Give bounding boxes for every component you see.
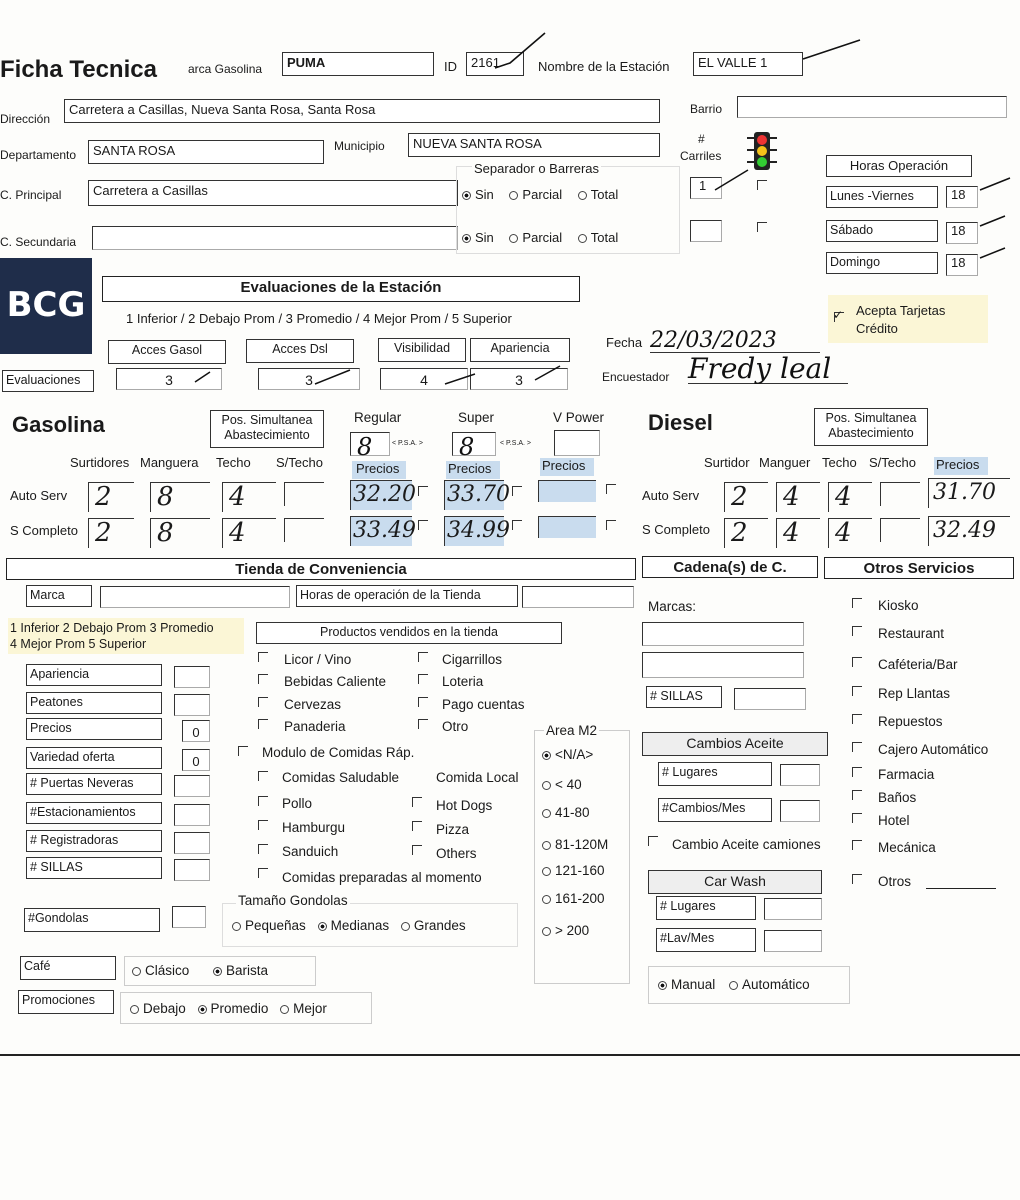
marca-label: arca Gasolina xyxy=(188,62,263,76)
departamento-field[interactable]: SANTA ROSA xyxy=(88,140,324,164)
regular-label: Regular xyxy=(354,410,402,425)
municipio-field[interactable]: NUEVA SANTA ROSA xyxy=(408,133,660,157)
diesel-manguer-col: Manguer xyxy=(759,455,811,470)
c-secundaria-field[interactable] xyxy=(92,226,458,250)
food-label: Sanduich xyxy=(282,844,339,859)
gas-auto-super-price[interactable]: 33.70 xyxy=(444,480,504,510)
station-name-label: Nombre de la Estación xyxy=(538,59,670,74)
credit-card-label-line2: Crédito xyxy=(856,321,898,336)
diesel-auto-surtidor-field[interactable]: 2 xyxy=(724,482,768,512)
id-field[interactable]: 2161 xyxy=(466,52,524,76)
id-label: ID xyxy=(444,59,457,74)
hours-title: Horas Operación xyxy=(826,155,972,177)
otros-checkbox[interactable] xyxy=(852,767,862,777)
marcas-label: Marcas: xyxy=(648,599,697,614)
product-checkbox[interactable] xyxy=(418,652,428,662)
rating-field[interactable] xyxy=(174,859,210,881)
diesel-surtidor-col: Surtidor xyxy=(704,455,750,470)
saturday-label: Sábado xyxy=(826,220,938,242)
rating-field[interactable] xyxy=(174,666,210,688)
tienda-scale-line2: 4 Mejor Prom 5 Superior xyxy=(10,637,147,651)
direccion-field[interactable]: Carretera a Casillas, Nueva Santa Rosa, Santa Rosa xyxy=(64,99,660,123)
rating-label: Variedad oferta xyxy=(26,747,162,769)
radio-mejor[interactable] xyxy=(280,1005,289,1014)
area-option xyxy=(542,806,590,820)
rating-label: Precios xyxy=(26,718,162,740)
product-checkbox[interactable] xyxy=(258,652,268,662)
radio-promedio[interactable] xyxy=(198,1005,207,1014)
lav-mes-label: #Lav/Mes xyxy=(656,928,756,952)
product-label: Cervezas xyxy=(284,697,342,712)
food-checkbox[interactable] xyxy=(258,844,268,854)
eval-apariencia-field[interactable]: 3 xyxy=(470,368,568,390)
checkmark-icon xyxy=(712,165,752,195)
c-secundaria-label: C. Secundaria xyxy=(0,235,77,249)
diesel-comp-surtidor-field[interactable]: 2 xyxy=(724,518,768,548)
checkbox[interactable] xyxy=(418,486,428,496)
rating-label: # SILLAS xyxy=(26,857,162,879)
otros-label: Restaurant xyxy=(878,626,945,641)
carriles-label: Carriles xyxy=(680,149,722,163)
gas-comp-super-price[interactable]: 34.99 xyxy=(444,516,504,546)
diesel-auto-techo-field[interactable]: 4 xyxy=(828,482,872,512)
gas-auto-surtidores-field[interactable]: 2 xyxy=(88,482,134,512)
gas-auto-regular-price[interactable]: 32.20 xyxy=(350,480,412,510)
product-checkbox[interactable] xyxy=(418,719,428,729)
radio-debajo[interactable] xyxy=(130,1005,139,1014)
checkbox[interactable] xyxy=(757,180,767,190)
weekday-hours-field[interactable]: 18 xyxy=(946,186,978,208)
otros-checkbox[interactable] xyxy=(852,840,862,850)
fecha-field[interactable]: 22/03/2023 xyxy=(650,330,820,353)
cafe-options: Clásico Barista xyxy=(132,964,268,978)
area-option-label: > 200 xyxy=(555,923,590,938)
otros-checkbox[interactable] xyxy=(852,626,862,636)
gas-comp-vpower-price[interactable] xyxy=(538,516,596,538)
radio-grandes[interactable] xyxy=(401,922,410,931)
carwash-mode-options: Manual Automático xyxy=(658,978,810,992)
checkbox[interactable] xyxy=(606,520,616,530)
departamento-label: Departamento xyxy=(0,148,77,162)
precios-vpower-header: Precios xyxy=(540,458,594,476)
food-checkbox[interactable] xyxy=(412,845,422,855)
rating-label: Peatones xyxy=(26,692,162,714)
product-label: Cigarrillos xyxy=(442,652,503,667)
techo-col: Techo xyxy=(216,455,251,470)
tienda-horas-label: Horas de operación de la Tienda xyxy=(296,585,518,607)
eval-title: Evaluaciones de la Estación xyxy=(102,276,580,302)
otros-label: Otros xyxy=(878,874,912,889)
food-label: Pollo xyxy=(282,796,313,811)
eval-acces-dsl-field[interactable]: 3 xyxy=(258,368,360,390)
gas-comp-stecho-field[interactable] xyxy=(284,518,324,542)
cambios-mes-label: #Cambios/Mes xyxy=(658,798,772,822)
gas-auto-vpower-price[interactable] xyxy=(538,480,596,502)
area-option xyxy=(542,778,582,792)
cambios-lugares-field[interactable] xyxy=(780,764,820,786)
cambios-mes-field[interactable] xyxy=(780,800,820,822)
checkbox[interactable] xyxy=(606,484,616,494)
area-radio[interactable] xyxy=(542,927,551,936)
barrio-field[interactable] xyxy=(737,96,1007,118)
area-option xyxy=(542,838,608,852)
area-option-label: 81-120M xyxy=(555,837,609,852)
tienda-scale-line1: 1 Inferior 2 Debajo Prom 3 Promedio xyxy=(10,621,214,635)
otros-label: Repuestos xyxy=(878,714,943,729)
diesel-comp-stecho-field[interactable] xyxy=(880,518,920,542)
comidas-saludable-label: Comidas Saludable xyxy=(282,770,400,785)
gondolas-label: #Gondolas xyxy=(24,908,160,932)
otros-label: Farmacia xyxy=(878,767,935,782)
gas-comp-regular-price[interactable]: 33.49 xyxy=(350,516,412,546)
radio-pequenas[interactable] xyxy=(232,922,241,931)
super-label: Super xyxy=(458,410,495,425)
modulo-checkbox[interactable] xyxy=(238,746,248,756)
otros-checkbox[interactable] xyxy=(852,657,862,667)
super-psa-field[interactable]: 8 xyxy=(452,432,496,456)
radio-sin[interactable] xyxy=(462,191,471,200)
radio-total[interactable] xyxy=(578,234,587,243)
carwash-title: Car Wash xyxy=(648,870,822,894)
eval-acces-gasol-field[interactable]: 3 xyxy=(116,368,222,390)
precios-regular-header: Precios xyxy=(352,461,406,479)
stecho-col: S/Techo xyxy=(276,455,323,470)
area-option-label: < 40 xyxy=(555,777,582,792)
tienda-title: Tienda de Conveniencia xyxy=(6,558,636,580)
rating-label: #Estacionamientos xyxy=(26,802,162,824)
camiones-checkbox[interactable] xyxy=(648,836,658,846)
product-checkbox[interactable] xyxy=(258,719,268,729)
area-radio[interactable] xyxy=(542,781,551,790)
promociones-options: Debajo Promedio Mejor xyxy=(130,1002,327,1016)
product-checkbox[interactable] xyxy=(258,674,268,684)
gas-comp-manguera-field[interactable]: 8 xyxy=(150,518,210,548)
gas-auto-manguera-field[interactable]: 8 xyxy=(150,482,210,512)
tienda-marca-label: Marca xyxy=(26,585,92,607)
area-option-label: <N/A> xyxy=(555,747,594,762)
area-option-label: 41-80 xyxy=(555,805,590,820)
encuestador-field[interactable]: Fredy leal xyxy=(688,355,848,384)
marcas-field-1[interactable] xyxy=(642,622,804,646)
radio-parcial[interactable] xyxy=(509,191,518,200)
rating-label: Apariencia xyxy=(26,664,162,686)
checkbox[interactable] xyxy=(757,222,767,232)
saturday-hours-field[interactable]: 18 xyxy=(946,222,978,244)
food-checkbox[interactable] xyxy=(412,821,422,831)
bcg-logo-text: BCG xyxy=(6,285,86,325)
marca-field[interactable]: PUMA xyxy=(282,52,434,76)
surtidores-col: Surtidores xyxy=(70,455,130,470)
diesel-s-completo-label: S Completo xyxy=(642,522,710,537)
area-option-label: 121-160 xyxy=(555,863,605,878)
cambios-aceite-title: Cambios Aceite xyxy=(642,732,828,756)
product-label: Licor / Vino xyxy=(284,652,352,667)
gas-pos-sim-label: Pos. Simultanea Abastecimiento xyxy=(210,410,324,448)
otros-label: Cajero Automático xyxy=(878,742,989,757)
comidas-preparadas-label: Comidas preparadas al momento xyxy=(282,870,482,885)
psa-tag: < P.S.A. > xyxy=(500,440,532,447)
rating-label: # Puertas Neveras xyxy=(26,773,162,795)
diesel-auto-manguer-field[interactable]: 4 xyxy=(776,482,820,512)
gas-comp-techo-field[interactable]: 4 xyxy=(222,518,276,548)
checked-icon: ✓ xyxy=(833,308,844,322)
gondolas-field[interactable] xyxy=(172,906,206,928)
cambios-lugares-label: # Lugares xyxy=(658,762,772,786)
sunday-hours-field[interactable]: 18 xyxy=(946,254,978,276)
otros-checkbox[interactable] xyxy=(852,742,862,752)
checkbox[interactable] xyxy=(258,868,268,878)
rating-field[interactable]: 0 xyxy=(182,720,210,742)
cadena-title: Cadena(s) de C. xyxy=(642,556,818,578)
carriles-hash: # xyxy=(698,132,705,146)
radio-barista[interactable] xyxy=(213,967,222,976)
diesel-pos-sim-label: Pos. Simultanea Abastecimiento xyxy=(814,408,928,446)
diesel-comp-manguer-field[interactable]: 4 xyxy=(776,518,820,548)
area-option-label: 161-200 xyxy=(555,891,605,906)
diesel-techo-col: Techo xyxy=(822,455,857,470)
checkmark-icon xyxy=(800,34,870,64)
direccion-label: Dirección xyxy=(0,112,51,126)
food-label: Hot Dogs xyxy=(436,798,493,813)
gas-auto-serv-label: Auto Serv xyxy=(10,488,68,503)
barrio-label: Barrio xyxy=(690,102,723,116)
regular-psa-field[interactable]: 8 xyxy=(350,432,390,456)
c-principal-field[interactable]: Carretera a Casillas xyxy=(88,180,458,206)
radio-sin[interactable] xyxy=(462,234,471,243)
manguera-col: Manguera xyxy=(140,455,199,470)
area-radio[interactable] xyxy=(542,841,551,850)
tienda-horas-field[interactable] xyxy=(522,586,634,608)
carwash-lugares-label: # Lugares xyxy=(656,896,756,920)
rating-field[interactable]: 0 xyxy=(182,749,210,771)
rating-label: # Registradoras xyxy=(26,830,162,852)
checkbox[interactable] xyxy=(512,486,522,496)
vpower-psa-field[interactable] xyxy=(554,430,600,456)
diesel-stecho-col: S/Techo xyxy=(869,455,916,470)
marcas-field-2[interactable] xyxy=(642,652,804,678)
acces-gasol-label: Acces Gasol xyxy=(108,340,226,364)
food-label: Pizza xyxy=(436,822,470,837)
radio-total[interactable] xyxy=(578,191,587,200)
eval-visibilidad-field[interactable]: 4 xyxy=(380,368,468,390)
product-checkbox[interactable] xyxy=(418,674,428,684)
gas-comp-surtidores-field[interactable]: 2 xyxy=(88,518,134,548)
area-option xyxy=(542,864,605,878)
c-principal-label: C. Principal xyxy=(0,188,62,202)
checkbox[interactable] xyxy=(512,520,522,530)
otros-line[interactable] xyxy=(926,888,996,889)
separador-label: Separador o Barreras xyxy=(474,161,600,176)
credit-card-label-line1: Acepta Tarjetas xyxy=(856,303,946,318)
carriles-principal-field[interactable]: 1 xyxy=(690,177,722,199)
radio-automatico[interactable] xyxy=(729,981,738,990)
radio-clasico[interactable] xyxy=(132,967,141,976)
diesel-comp-price[interactable]: 32.49 xyxy=(928,516,1010,546)
modulo-label: Modulo de Comidas Ráp. xyxy=(262,745,415,760)
comida-local-label: Comida Local xyxy=(436,770,519,785)
otros-checkbox[interactable] xyxy=(852,686,862,696)
cafe-label: Café xyxy=(20,956,116,980)
product-label: Bebidas Caliente xyxy=(284,674,387,689)
rating-field[interactable] xyxy=(174,694,210,716)
encuestador-label: Encuestador xyxy=(602,370,670,384)
area-label: Area M2 xyxy=(546,723,598,738)
area-radio[interactable] xyxy=(542,867,551,876)
checkmark-icon xyxy=(975,170,1020,270)
checkmark-icon xyxy=(190,360,570,390)
psa-tag: < P.S.A. > xyxy=(392,440,424,447)
otros-checkbox[interactable] xyxy=(852,790,862,800)
vpower-label: V Power xyxy=(553,410,605,425)
food-checkbox[interactable] xyxy=(258,796,268,806)
gas-auto-techo-field[interactable]: 4 xyxy=(222,482,276,512)
product-label: Loteria xyxy=(442,674,484,689)
checkbox[interactable] xyxy=(418,520,428,530)
checkmark-icon xyxy=(490,28,550,78)
area-option xyxy=(542,748,593,762)
precios-super-header: Precios xyxy=(446,461,500,479)
municipio-label: Municipio xyxy=(334,139,385,153)
acces-dsl-label: Acces Dsl xyxy=(246,339,354,363)
station-name-field[interactable]: EL VALLE 1 xyxy=(693,52,803,76)
otros-label: Hotel xyxy=(878,813,910,828)
diesel-auto-stecho-field[interactable] xyxy=(880,482,920,506)
diesel-auto-serv-label: Auto Serv xyxy=(642,488,700,503)
product-checkbox[interactable] xyxy=(418,697,428,707)
product-label: Pago cuentas xyxy=(442,697,525,712)
tamano-label: Tamaño Gondolas xyxy=(238,893,348,908)
carwash-lugares-field[interactable] xyxy=(764,898,822,920)
diesel-comp-techo-field[interactable]: 4 xyxy=(828,518,872,548)
tamano-options: Pequeñas Medianas Grandes xyxy=(232,919,466,933)
otros-checkbox[interactable] xyxy=(852,714,862,724)
area-radio[interactable] xyxy=(542,751,551,760)
fecha-label: Fecha xyxy=(606,335,643,350)
weekday-label: Lunes -Viernes xyxy=(826,186,938,208)
area-option xyxy=(542,892,605,906)
area-radio[interactable] xyxy=(542,809,551,818)
evaluaciones-label: Evaluaciones xyxy=(2,370,94,392)
otros-label: Baños xyxy=(878,790,917,805)
separador-secundaria: Sin Parcial Total xyxy=(462,231,618,244)
productos-title: Productos vendidos en la tienda xyxy=(256,622,562,644)
radio-manual[interactable] xyxy=(658,981,667,990)
carriles-secundaria-field[interactable] xyxy=(690,220,722,242)
separador-principal: Sin Parcial Total xyxy=(462,188,618,201)
radio-medianas[interactable] xyxy=(318,922,327,931)
lav-mes-field[interactable] xyxy=(764,930,822,952)
rating-field[interactable] xyxy=(174,804,210,826)
form-title: Ficha Tecnica xyxy=(0,56,157,83)
food-checkbox[interactable] xyxy=(258,820,268,830)
gas-auto-stecho-field[interactable] xyxy=(284,482,324,506)
camiones-label: Cambio Aceite camiones xyxy=(672,837,821,852)
bottom-rule xyxy=(0,1054,1020,1056)
product-label: Panaderia xyxy=(284,719,346,734)
eval-scale: 1 Inferior / 2 Debajo Prom / 3 Promedio / 4 Mejor Prom / 5 Superior xyxy=(126,311,512,326)
otros-label: Caféteria/Bar xyxy=(878,657,958,672)
promociones-label: Promociones xyxy=(18,990,114,1014)
otros-checkbox[interactable] xyxy=(852,874,862,884)
sunday-label: Domingo xyxy=(826,252,938,274)
otros-label: Mecánica xyxy=(878,840,936,855)
otros-checkbox[interactable] xyxy=(852,598,862,608)
radio-parcial[interactable] xyxy=(509,234,518,243)
cadena-sillas-label: # SILLAS xyxy=(646,686,722,708)
otros-label: Rep Llantas xyxy=(878,686,951,701)
food-checkbox[interactable] xyxy=(412,797,422,807)
tienda-marca-field[interactable] xyxy=(100,586,290,608)
food-label: Hamburgu xyxy=(282,820,346,835)
checkbox[interactable] xyxy=(258,771,268,781)
gasolina-title: Gasolina xyxy=(12,412,105,437)
diesel-auto-price[interactable]: 31.70 xyxy=(928,478,1010,508)
diesel-precios-header: Precios xyxy=(934,457,988,475)
food-label: Others xyxy=(436,846,477,861)
otros-title: Otros Servicios xyxy=(824,557,1014,579)
product-label: Otro xyxy=(442,719,469,734)
area-radio[interactable] xyxy=(542,895,551,904)
area-group xyxy=(534,730,630,984)
diesel-title: Diesel xyxy=(648,410,713,435)
otros-label: Kiosko xyxy=(878,598,919,613)
rating-field[interactable] xyxy=(174,775,210,797)
apariencia-label: Apariencia xyxy=(470,338,570,362)
product-checkbox[interactable] xyxy=(258,697,268,707)
otros-checkbox[interactable] xyxy=(852,813,862,823)
cadena-sillas-field[interactable] xyxy=(734,688,806,710)
area-option xyxy=(542,924,589,938)
rating-field[interactable] xyxy=(174,832,210,854)
bcg-logo xyxy=(0,258,92,354)
visibilidad-label: Visibilidad xyxy=(378,338,466,362)
gas-s-completo-label: S Completo xyxy=(10,523,78,538)
